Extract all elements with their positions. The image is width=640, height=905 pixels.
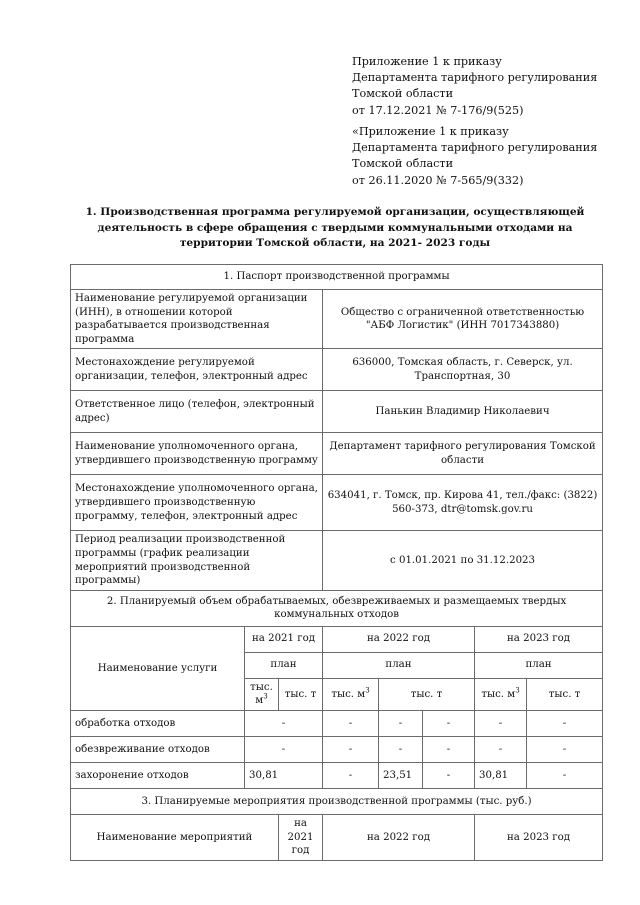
unit-m3-header: тыс. $м^3$	[323, 678, 379, 710]
service-name: обезвреживание отходов	[71, 736, 245, 762]
cell-value: -	[323, 762, 379, 788]
year-header: на 2021 год	[245, 626, 323, 652]
passport-label: Местонахождение регулируемой организации, телефон, электронный адрес	[71, 349, 323, 391]
passport-label: Период реализации производственной программы (график реализации мероприятий производственной программы)	[71, 531, 323, 590]
unit-m3-header: тыс. $м^3$	[475, 678, 527, 710]
plan-header: план	[323, 652, 475, 678]
header-line: Томской области	[352, 157, 454, 171]
measures-name-header: Наименование мероприятий	[71, 814, 279, 860]
table-row	[71, 736, 603, 762]
passport-label: Наименование уполномоченного органа, утвердившего производственную программу	[71, 433, 323, 475]
section-3-heading: 3. Планируемые мероприятия производственной программы (тыс. руб.)	[71, 788, 603, 814]
document-title: 1. Производственная программа регулируемой организации, осуществляющей деятельность в сфере обращения с твердыми коммунальными отходами на территории Томской области, на 2021- 2023 годы	[85, 206, 585, 249]
year-header: на 2022 год	[323, 626, 475, 652]
passport-value: 636000, Томская область, г. Северск, ул. Транспортная, 30	[323, 349, 603, 391]
passport-value: Панькин Владимир Николаевич	[323, 391, 603, 433]
service-name-header: Наименование услуги	[71, 626, 245, 710]
cell-value: 30,81	[245, 762, 323, 788]
cell-value: -	[527, 710, 603, 736]
header-line: «Приложение 1 к приказу	[352, 125, 509, 138]
service-name: захоронение отходов	[71, 762, 245, 788]
plan-header: план	[245, 652, 323, 678]
cell-value: -	[423, 710, 475, 736]
table-row	[71, 710, 603, 736]
cell-value: -	[245, 736, 323, 762]
order-header-previous	[352, 124, 622, 189]
cell-value: -	[423, 736, 475, 762]
unit-m3-header: тыс. $м^3$	[245, 678, 279, 710]
cell-value: -	[323, 710, 379, 736]
section-2-heading: 2. Планируемый объем обрабатываемых, обезвреживаемых и размещаемых твердых коммунальных отходов	[71, 590, 603, 626]
header-line: от 17.12.2021 № 7-176/9(525)	[352, 103, 524, 117]
passport-value: Департамент тарифного регулирования Томской области	[323, 433, 603, 475]
header-line: Департамента тарифного регулирования	[352, 71, 598, 85]
plan-header: план	[475, 652, 603, 678]
cell-value: -	[475, 736, 527, 762]
year-header: на 2023 год	[475, 626, 603, 652]
cell-value: -	[379, 710, 423, 736]
passport-value: 634041, г. Томск, пр. Кирова 41, тел./факс: (3822) 560-373, dtr@tomsk.gov.ru	[323, 475, 603, 531]
production-program-table	[70, 264, 603, 861]
year-header: на 2022 год	[323, 814, 475, 860]
cell-value: 23,51	[379, 762, 423, 788]
cell-value: -	[475, 710, 527, 736]
passport-label: Ответственное лицо (телефон, электронный адрес)	[71, 391, 323, 433]
cell-value: -	[245, 710, 323, 736]
cell-value: -	[527, 736, 603, 762]
year-header: на 2023 год	[475, 814, 603, 860]
section-1-heading: 1. Паспорт производственной программы	[71, 265, 603, 290]
passport-value: с 01.01.2021 по 31.12.2023	[323, 531, 603, 590]
year-header: на 2021 год	[279, 814, 323, 860]
cell-value: 30,81	[475, 762, 527, 788]
order-header-current	[352, 54, 622, 119]
table-row	[71, 762, 603, 788]
header-line: Департамента тарифного регулирования	[352, 141, 598, 155]
passport-label: Наименование регулируемой организации (ИНН), в отношении которой разрабатывается производственная программа	[71, 290, 323, 349]
unit-t-header: тыс. т	[279, 678, 323, 710]
cell-value: -	[423, 762, 475, 788]
header-line: Приложение 1 к приказу	[352, 55, 502, 68]
passport-value: Общество с ограниченной ответственностью "АБФ Логистик" (ИНН 7017343880)	[323, 290, 603, 349]
unit-t-header: тыс. т	[527, 678, 603, 710]
passport-label: Местонахождение уполномоченного органа, утвердившего производственную программу, телефон, электронный адрес	[71, 475, 323, 531]
cell-value: -	[379, 736, 423, 762]
header-line: Томской области	[352, 87, 454, 101]
cell-value: -	[527, 762, 603, 788]
cell-value: -	[323, 736, 379, 762]
unit-t-header: тыс. т	[379, 678, 475, 710]
header-line: от 26.11.2020 № 7-565/9(332)	[352, 173, 524, 187]
service-name: обработка отходов	[71, 710, 245, 736]
